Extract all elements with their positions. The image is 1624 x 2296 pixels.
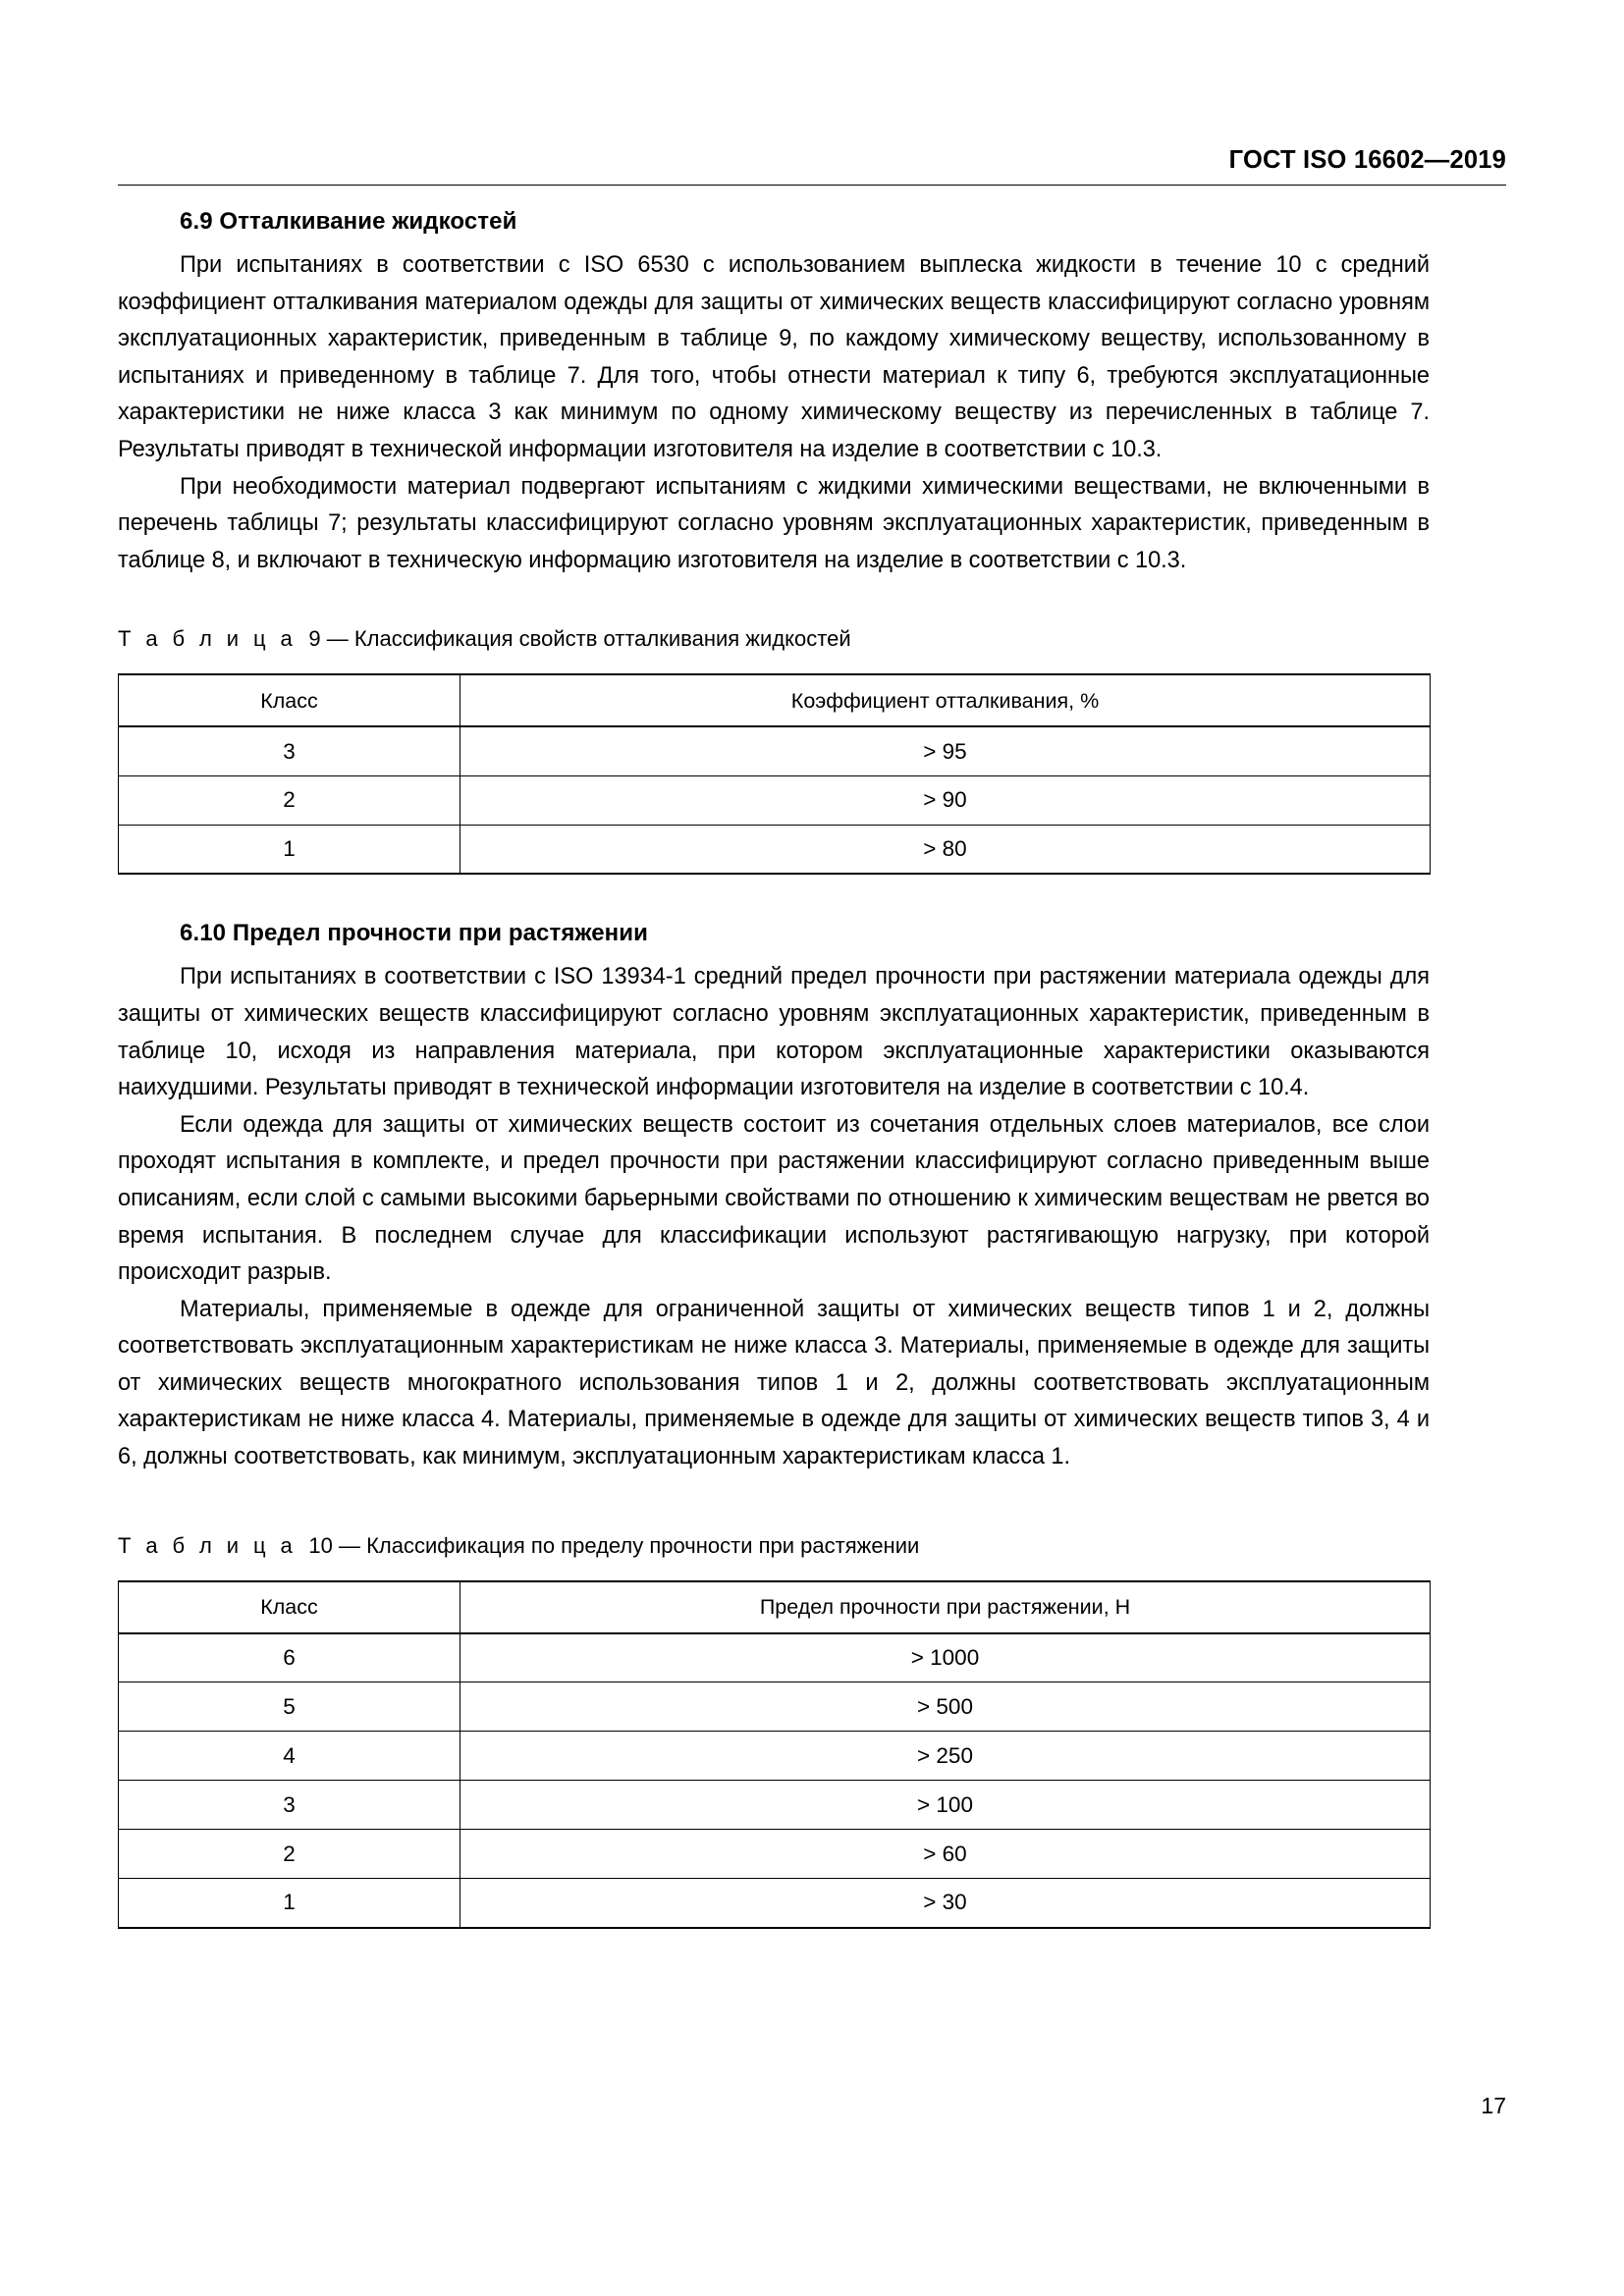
table-caption-text: Классификация свойств отталкивания жидкостей [353, 626, 851, 652]
table-row [119, 726, 1431, 775]
table-10-cell-class: 4 [119, 1732, 460, 1781]
standard-designation: ГОСТ ISO 16602—2019 [1228, 146, 1506, 174]
table-10 [118, 1580, 1431, 1929]
table-10-col-header-value: Предел прочности при растяжении, Н [460, 1581, 1431, 1633]
table-row [119, 825, 1431, 874]
paragraph-6-9-2: При необходимости материал подвергают испытаниям с жидкими химическими веществами, не включенными в перечень таблицы 7; результаты классифицируют согласно уровням эксплуатационных характеристик, приведенным в таблице 8, и включают в техническую информацию изготовителя на изделие в соответствии с 10.3. [118, 473, 1430, 573]
table-row [119, 1879, 1431, 1928]
section-heading-6-10: 6.10 Предел прочности при растяжении [180, 920, 648, 947]
table-caption-label: Т а б л и ц а [118, 1532, 298, 1558]
paragraph-6-10-1: При испытаниях в соответствии с ISO 13934-1 средний предел прочности при растяжении материала одежды для защиты от химических веществ классифицируют согласно уровням эксплуатационных характеристик, приведенным в таблице 10, исходя из направления материала, при котором эксплуатационные характеристики оказываются наихудшими. Результаты приводят в технической информации изготовителя на изделие в соответствии с 10.4. [118, 964, 1430, 1101]
spacer [118, 1476, 1430, 1531]
table-row [119, 1732, 1431, 1781]
table-9-caption [118, 624, 1430, 654]
document-header [118, 145, 1506, 188]
table-row [119, 1830, 1431, 1879]
table-10-cell-class: 3 [119, 1781, 460, 1830]
table-9-cell-value: > 95 [460, 726, 1431, 775]
table-caption-number: 9 [308, 626, 321, 652]
table-caption-dash: — [326, 626, 349, 652]
table-9-cell-class: 2 [119, 775, 460, 825]
table-10-cell-value: > 100 [460, 1781, 1431, 1830]
table-10-cell-class: 5 [119, 1682, 460, 1732]
table-row [119, 1781, 1431, 1830]
table-caption-number: 10 [308, 1532, 333, 1558]
table-row [119, 1682, 1431, 1732]
table-10-col-header-class: Класс [119, 1581, 460, 1633]
table-10-cell-value: > 1000 [460, 1633, 1431, 1682]
table-10-cell-class: 6 [119, 1633, 460, 1682]
table-10-cell-value: > 500 [460, 1682, 1431, 1732]
table-caption-text: Классификация по пределу прочности при растяжении [366, 1532, 920, 1558]
spacer [118, 875, 1430, 914]
table-9-col-header-value: Коэффициент отталкивания, % [460, 674, 1431, 726]
table-10-cell-class: 2 [119, 1830, 460, 1879]
paragraph-6-10-3: Материалы, применяемые в одежде для ограниченной защиты от химических веществ типов 1 и 2, должны соответствовать эксплуатационным характеристикам не ниже класса 3. Материалы, применяемые в одежде для защиты от химических веществ многократного использования типов 1 и 2, должны соответствовать эксплуатационным характеристикам не ниже класса 4. Материалы, применяемые в одежде для защиты от химических веществ типов 3, 4 и 6, должны соответствовать, как минимум, эксплуатационным характеристикам класса 1. [118, 1296, 1430, 1470]
table-9-cell-class: 3 [119, 726, 460, 775]
table-9-cell-value: > 80 [460, 825, 1431, 874]
table-row [119, 775, 1431, 825]
table-10-caption [118, 1531, 1430, 1561]
section-heading-6-9: 6.9 Отталкивание жидкостей [180, 208, 517, 235]
paragraph-6-10-2: Если одежда для защиты от химических веществ состоит из сочетания отдельных слоев материалов, все слои проходят испытания в комплекте, и предел прочности при растяжении классифицируют согласно приведенным выше описаниям, если слой с самыми высокими барьерными свойствами по отношению к химическим веществам не рвется во время испытания. В последнем случае для классификации используют растягивающую нагрузку, при которой происходит разрыв. [118, 1111, 1430, 1286]
spacer [118, 1561, 1430, 1580]
table-header-row [119, 674, 1431, 726]
table-9-cell-value: > 90 [460, 775, 1431, 825]
spacer [118, 654, 1430, 673]
table-10-cell-value: > 60 [460, 1830, 1431, 1879]
table-10-cell-class: 1 [119, 1879, 460, 1928]
table-9-col-header-class: Класс [119, 674, 460, 726]
table-10-cell-value: > 30 [460, 1879, 1431, 1928]
table-9 [118, 673, 1431, 875]
document-body [118, 202, 1430, 1929]
header-rule [118, 185, 1506, 186]
table-row [119, 1633, 1431, 1682]
table-caption-dash: — [338, 1532, 360, 1558]
table-header-row [119, 1581, 1431, 1633]
table-10-cell-value: > 250 [460, 1732, 1431, 1781]
table-9-cell-class: 1 [119, 825, 460, 874]
page-number: 17 [1481, 2093, 1506, 2118]
table-caption-label: Т а б л и ц а [118, 626, 298, 652]
spacer [118, 579, 1430, 624]
paragraph-6-9-1: При испытаниях в соответствии с ISO 6530 с использованием выплеска жидкости в течение 10 с средний коэффициент отталкивания материалом одежды для защиты от химических веществ классифицируют согласно уровням эксплуатационных характеристик, приведенным в таблице 9, по каждому химическому веществу, использованному в испытаниях и приведенному в таблице 7. Для того, чтобы отнести материал к типу 6, требуются эксплуатационные характеристики не ниже класса 3 как минимум по одному химическому веществу из перечисленных в таблице 7. Результаты приводят в технической информации изготовителя на изделие в соответствии с 10.3. [118, 252, 1430, 462]
